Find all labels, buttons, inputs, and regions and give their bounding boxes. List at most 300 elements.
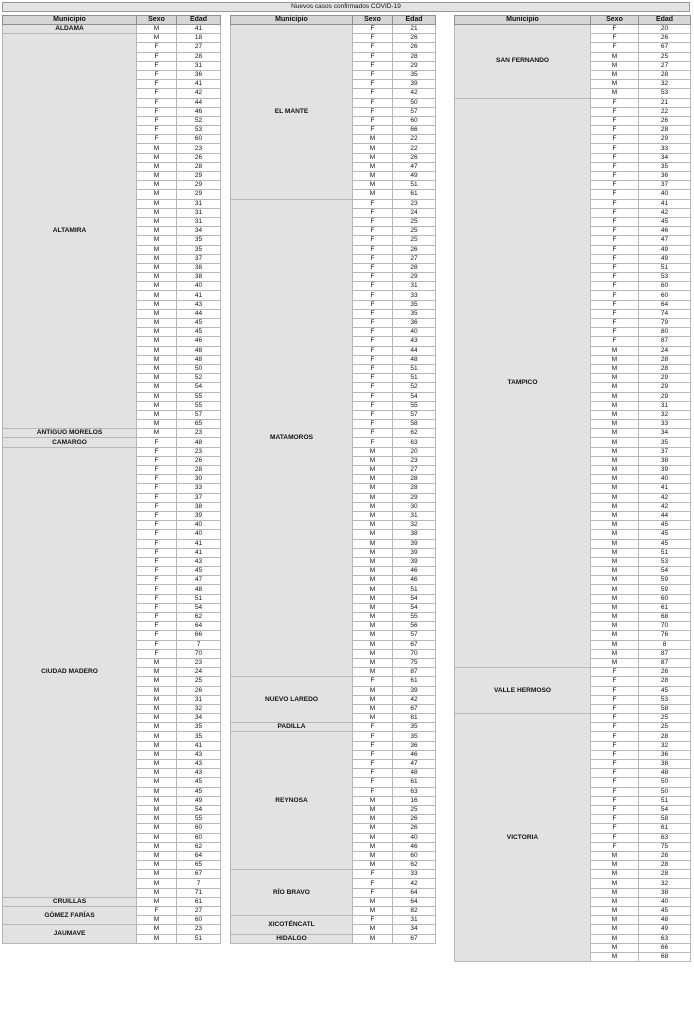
edad-cell: 25: [639, 52, 691, 61]
sexo-cell: F: [353, 374, 393, 383]
edad-cell: 33: [639, 420, 691, 429]
edad-cell: 40: [639, 897, 691, 906]
edad-cell: 49: [639, 925, 691, 934]
sexo-cell: M: [353, 861, 393, 870]
edad-cell: 54: [393, 594, 436, 603]
municipio-cell: CAMARGO: [3, 438, 137, 447]
sexo-cell: M: [591, 429, 639, 438]
edad-cell: 33: [393, 870, 436, 879]
edad-cell: 39: [393, 80, 436, 89]
edad-cell: 26: [393, 43, 436, 52]
edad-cell: 46: [177, 107, 221, 116]
edad-cell: 32: [639, 741, 691, 750]
sexo-cell: F: [353, 870, 393, 879]
sexo-cell: M: [353, 897, 393, 906]
sexo-cell: M: [137, 723, 177, 732]
sexo-cell: F: [591, 328, 639, 337]
edad-cell: 42: [393, 879, 436, 888]
sexo-cell: M: [353, 539, 393, 548]
edad-cell: 41: [177, 25, 221, 34]
sexo-cell: F: [591, 842, 639, 851]
sexo-cell: F: [137, 539, 177, 548]
edad-cell: 79: [639, 319, 691, 328]
header-edad: Edad: [177, 16, 221, 25]
sexo-cell: M: [353, 907, 393, 916]
sexo-cell: M: [353, 851, 393, 860]
table-row: [3, 447, 221, 456]
sexo-cell: F: [591, 43, 639, 52]
sexo-cell: M: [353, 181, 393, 190]
sexo-cell: F: [137, 447, 177, 456]
municipio-cell: JAUMAVE: [3, 925, 137, 943]
edad-cell: 49: [639, 245, 691, 254]
municipio-cell: HIDALGO: [231, 934, 353, 943]
sexo-cell: F: [591, 668, 639, 677]
sexo-cell: M: [137, 291, 177, 300]
edad-cell: 34: [177, 227, 221, 236]
edad-cell: 65: [177, 420, 221, 429]
edad-cell: 61: [393, 778, 436, 787]
edad-cell: 20: [393, 447, 436, 456]
table-body: [3, 25, 221, 944]
sexo-cell: F: [353, 208, 393, 217]
edad-cell: 66: [639, 943, 691, 952]
sexo-cell: M: [591, 346, 639, 355]
sexo-cell: M: [591, 438, 639, 447]
edad-cell: 62: [177, 613, 221, 622]
edad-cell: 33: [393, 291, 436, 300]
edad-cell: 23: [177, 144, 221, 153]
municipio-cell: GÓMEZ FARÍAS: [3, 907, 137, 925]
table-row: [231, 677, 436, 686]
edad-cell: 47: [393, 162, 436, 171]
sexo-cell: M: [137, 153, 177, 162]
sexo-cell: M: [137, 282, 177, 291]
sexo-cell: F: [353, 760, 393, 769]
edad-cell: 22: [639, 107, 691, 116]
edad-cell: 35: [393, 300, 436, 309]
edad-cell: 36: [393, 741, 436, 750]
sexo-cell: M: [353, 576, 393, 585]
edad-cell: 45: [639, 539, 691, 548]
edad-cell: 45: [177, 778, 221, 787]
sexo-cell: M: [137, 208, 177, 217]
sexo-cell: M: [353, 594, 393, 603]
sexo-cell: F: [591, 704, 639, 713]
sexo-cell: F: [353, 888, 393, 897]
table-row: [231, 25, 436, 34]
sexo-cell: F: [353, 364, 393, 373]
sexo-cell: M: [137, 383, 177, 392]
sexo-cell: M: [137, 190, 177, 199]
sexo-cell: M: [591, 374, 639, 383]
sexo-cell: F: [353, 282, 393, 291]
edad-cell: 42: [177, 89, 221, 98]
edad-cell: 28: [639, 861, 691, 870]
sexo-cell: M: [591, 401, 639, 410]
edad-cell: 41: [177, 548, 221, 557]
edad-cell: 31: [393, 282, 436, 291]
sexo-cell: F: [591, 291, 639, 300]
sexo-cell: F: [353, 787, 393, 796]
sexo-cell: F: [591, 695, 639, 704]
edad-cell: 35: [639, 162, 691, 171]
sexo-cell: M: [591, 907, 639, 916]
edad-cell: 64: [393, 888, 436, 897]
sexo-cell: F: [591, 135, 639, 144]
edad-cell: 61: [639, 603, 691, 612]
edad-cell: 31: [177, 208, 221, 217]
sexo-cell: M: [591, 420, 639, 429]
edad-cell: 34: [393, 925, 436, 934]
edad-cell: 28: [639, 732, 691, 741]
edad-cell: 32: [639, 879, 691, 888]
edad-cell: 57: [393, 410, 436, 419]
edad-cell: 29: [639, 374, 691, 383]
sexo-cell: M: [137, 815, 177, 824]
municipio-cell: ANTIGUO MORELOS: [3, 429, 137, 438]
sexo-cell: M: [591, 355, 639, 364]
sexo-cell: M: [137, 374, 177, 383]
edad-cell: 29: [393, 61, 436, 70]
sexo-cell: M: [353, 613, 393, 622]
sexo-cell: F: [591, 282, 639, 291]
sexo-cell: F: [353, 723, 393, 732]
edad-cell: 70: [393, 649, 436, 658]
edad-cell: 87: [639, 649, 691, 658]
sexo-cell: M: [591, 410, 639, 419]
edad-cell: 28: [639, 355, 691, 364]
edad-cell: 45: [177, 567, 221, 576]
edad-cell: 45: [639, 530, 691, 539]
edad-cell: 43: [177, 557, 221, 566]
edad-cell: 64: [177, 622, 221, 631]
sexo-cell: M: [353, 521, 393, 530]
table-row: [231, 732, 436, 741]
edad-cell: 62: [393, 429, 436, 438]
sexo-cell: F: [137, 135, 177, 144]
sexo-cell: M: [137, 750, 177, 759]
table-row: [3, 34, 221, 43]
table-row: [3, 25, 221, 34]
sexo-cell: F: [591, 236, 639, 245]
sexo-cell: F: [353, 43, 393, 52]
edad-cell: 82: [393, 907, 436, 916]
edad-cell: 51: [639, 796, 691, 805]
edad-cell: 61: [639, 824, 691, 833]
cases-table: [2, 15, 221, 944]
edad-cell: 55: [177, 392, 221, 401]
municipio-cell: RÍO BRAVO: [231, 870, 353, 916]
edad-cell: 54: [393, 603, 436, 612]
edad-cell: 30: [177, 475, 221, 484]
edad-cell: 37: [177, 254, 221, 263]
edad-cell: 54: [393, 392, 436, 401]
municipio-cell: VICTORIA: [455, 714, 591, 962]
edad-cell: 68: [639, 952, 691, 961]
edad-cell: 52: [177, 116, 221, 125]
header-sexo: Sexo: [353, 16, 393, 25]
edad-cell: 47: [177, 576, 221, 585]
sexo-cell: F: [591, 824, 639, 833]
sexo-cell: M: [591, 943, 639, 952]
edad-cell: 29: [393, 273, 436, 282]
edad-cell: 26: [393, 153, 436, 162]
sexo-cell: M: [137, 364, 177, 373]
edad-cell: 63: [393, 787, 436, 796]
sexo-cell: M: [591, 879, 639, 888]
edad-cell: 45: [639, 907, 691, 916]
sexo-cell: M: [591, 631, 639, 640]
edad-cell: 51: [177, 594, 221, 603]
edad-cell: 35: [177, 245, 221, 254]
sexo-cell: M: [591, 658, 639, 667]
sexo-cell: M: [353, 640, 393, 649]
edad-cell: 67: [177, 870, 221, 879]
sexo-cell: F: [353, 236, 393, 245]
sexo-cell: M: [353, 135, 393, 144]
sexo-cell: F: [137, 98, 177, 107]
edad-cell: 67: [393, 640, 436, 649]
edad-cell: 39: [639, 466, 691, 475]
edad-cell: 51: [177, 934, 221, 943]
sexo-cell: F: [591, 300, 639, 309]
edad-cell: 31: [393, 511, 436, 520]
edad-cell: 35: [177, 723, 221, 732]
sexo-cell: F: [353, 346, 393, 355]
sexo-cell: M: [137, 410, 177, 419]
sexo-cell: F: [137, 126, 177, 135]
sexo-cell: F: [591, 227, 639, 236]
table-row: [3, 897, 221, 906]
municipio-cell: MATAMOROS: [231, 199, 353, 677]
municipio-cell: ALTAMIRA: [3, 34, 137, 429]
sexo-cell: F: [137, 52, 177, 61]
sexo-cell: F: [137, 107, 177, 116]
sexo-cell: F: [353, 429, 393, 438]
edad-cell: 42: [639, 502, 691, 511]
sexo-cell: F: [137, 116, 177, 125]
sexo-cell: M: [137, 34, 177, 43]
sexo-cell: F: [137, 548, 177, 557]
sexo-cell: M: [353, 466, 393, 475]
edad-cell: 44: [177, 309, 221, 318]
sexo-cell: F: [591, 116, 639, 125]
edad-cell: 55: [393, 401, 436, 410]
sexo-cell: M: [137, 273, 177, 282]
sexo-cell: M: [137, 879, 177, 888]
sexo-cell: F: [591, 760, 639, 769]
edad-cell: 58: [639, 815, 691, 824]
sexo-cell: F: [353, 245, 393, 254]
sexo-cell: M: [591, 466, 639, 475]
edad-cell: 60: [177, 833, 221, 842]
edad-cell: 31: [639, 401, 691, 410]
edad-cell: 36: [639, 172, 691, 181]
sexo-cell: F: [137, 502, 177, 511]
edad-cell: 47: [393, 760, 436, 769]
edad-cell: 31: [177, 695, 221, 704]
edad-cell: 27: [639, 61, 691, 70]
sexo-cell: M: [591, 567, 639, 576]
sexo-cell: M: [591, 925, 639, 934]
edad-cell: 39: [177, 511, 221, 520]
sexo-cell: F: [137, 89, 177, 98]
sexo-cell: M: [137, 732, 177, 741]
sexo-cell: F: [137, 649, 177, 658]
sexo-cell: M: [353, 824, 393, 833]
edad-cell: 26: [177, 456, 221, 465]
sexo-cell: F: [591, 245, 639, 254]
sexo-cell: M: [353, 456, 393, 465]
sexo-cell: F: [353, 383, 393, 392]
sexo-cell: F: [591, 805, 639, 814]
sexo-cell: M: [137, 337, 177, 346]
table-body: [455, 25, 691, 962]
sexo-cell: F: [591, 217, 639, 226]
edad-cell: 51: [393, 181, 436, 190]
edad-cell: 80: [639, 328, 691, 337]
sexo-cell: M: [591, 870, 639, 879]
sexo-cell: M: [591, 585, 639, 594]
sexo-cell: F: [353, 750, 393, 759]
sexo-cell: M: [137, 300, 177, 309]
edad-cell: 25: [639, 714, 691, 723]
sexo-cell: F: [353, 273, 393, 282]
edad-cell: 60: [639, 594, 691, 603]
sexo-cell: M: [353, 557, 393, 566]
sexo-cell: M: [137, 805, 177, 814]
edad-cell: 43: [393, 337, 436, 346]
sexo-cell: F: [137, 61, 177, 70]
edad-cell: 31: [393, 916, 436, 925]
edad-cell: 26: [393, 245, 436, 254]
edad-cell: 71: [177, 888, 221, 897]
sexo-cell: M: [591, 89, 639, 98]
edad-cell: 37: [177, 493, 221, 502]
edad-cell: 68: [639, 613, 691, 622]
sexo-cell: F: [137, 576, 177, 585]
edad-cell: 23: [393, 456, 436, 465]
sexo-cell: F: [137, 640, 177, 649]
edad-cell: 44: [639, 511, 691, 520]
sexo-cell: M: [137, 916, 177, 925]
sexo-cell: F: [591, 34, 639, 43]
edad-cell: 70: [639, 622, 691, 631]
edad-cell: 40: [177, 521, 221, 530]
sexo-cell: F: [591, 98, 639, 107]
edad-cell: 41: [177, 539, 221, 548]
municipio-cell: REYNOSA: [231, 732, 353, 870]
sexo-cell: M: [591, 70, 639, 79]
sexo-cell: M: [591, 392, 639, 401]
edad-cell: 48: [393, 769, 436, 778]
edad-cell: 75: [639, 842, 691, 851]
edad-cell: 35: [177, 732, 221, 741]
sexo-cell: M: [137, 236, 177, 245]
edad-cell: 28: [177, 162, 221, 171]
sexo-cell: M: [137, 668, 177, 677]
edad-cell: 45: [177, 319, 221, 328]
sexo-cell: M: [353, 622, 393, 631]
sexo-cell: F: [137, 557, 177, 566]
edad-cell: 26: [393, 34, 436, 43]
sexo-cell: M: [353, 475, 393, 484]
sexo-cell: M: [137, 704, 177, 713]
sexo-cell: M: [137, 934, 177, 943]
table-row: [231, 723, 436, 732]
edad-cell: 58: [393, 420, 436, 429]
edad-cell: 29: [393, 493, 436, 502]
sexo-cell: M: [137, 861, 177, 870]
sexo-cell: M: [137, 328, 177, 337]
edad-cell: 28: [639, 364, 691, 373]
sexo-cell: F: [591, 319, 639, 328]
edad-cell: 48: [639, 769, 691, 778]
edad-cell: 61: [177, 897, 221, 906]
edad-cell: 62: [177, 842, 221, 851]
edad-cell: 42: [393, 89, 436, 98]
edad-cell: 48: [177, 438, 221, 447]
sexo-cell: F: [591, 162, 639, 171]
sexo-cell: M: [353, 704, 393, 713]
sexo-cell: F: [137, 521, 177, 530]
edad-cell: 87: [393, 668, 436, 677]
edad-cell: 42: [393, 695, 436, 704]
table-row: [3, 438, 221, 447]
municipio-cell: TAMPICO: [455, 98, 591, 668]
edad-cell: 63: [639, 833, 691, 842]
sexo-cell: M: [353, 686, 393, 695]
sexo-cell: M: [137, 245, 177, 254]
edad-cell: 7: [177, 640, 221, 649]
edad-cell: 55: [177, 401, 221, 410]
header-sexo: Sexo: [137, 16, 177, 25]
edad-cell: 33: [639, 144, 691, 153]
edad-cell: 35: [393, 732, 436, 741]
sexo-cell: F: [353, 420, 393, 429]
edad-cell: 41: [177, 80, 221, 89]
edad-cell: 49: [639, 254, 691, 263]
sexo-cell: F: [137, 907, 177, 916]
table-row: [455, 714, 691, 723]
edad-cell: 28: [393, 475, 436, 484]
table-row: [231, 870, 436, 879]
sexo-cell: M: [137, 925, 177, 934]
edad-cell: 53: [639, 89, 691, 98]
edad-cell: 60: [639, 291, 691, 300]
edad-cell: 48: [393, 355, 436, 364]
sexo-cell: F: [591, 263, 639, 272]
edad-cell: 34: [177, 714, 221, 723]
sexo-cell: F: [137, 585, 177, 594]
sexo-cell: F: [353, 778, 393, 787]
sexo-cell: M: [353, 190, 393, 199]
sexo-cell: M: [137, 181, 177, 190]
sexo-cell: F: [591, 750, 639, 759]
sexo-cell: M: [591, 594, 639, 603]
sexo-cell: M: [353, 649, 393, 658]
sexo-cell: M: [137, 162, 177, 171]
edad-cell: 24: [177, 668, 221, 677]
sexo-cell: F: [353, 677, 393, 686]
sexo-cell: F: [591, 181, 639, 190]
table-row: [231, 199, 436, 208]
sexo-cell: M: [591, 622, 639, 631]
edad-cell: 64: [639, 300, 691, 309]
sexo-cell: F: [591, 208, 639, 217]
edad-cell: 44: [177, 98, 221, 107]
